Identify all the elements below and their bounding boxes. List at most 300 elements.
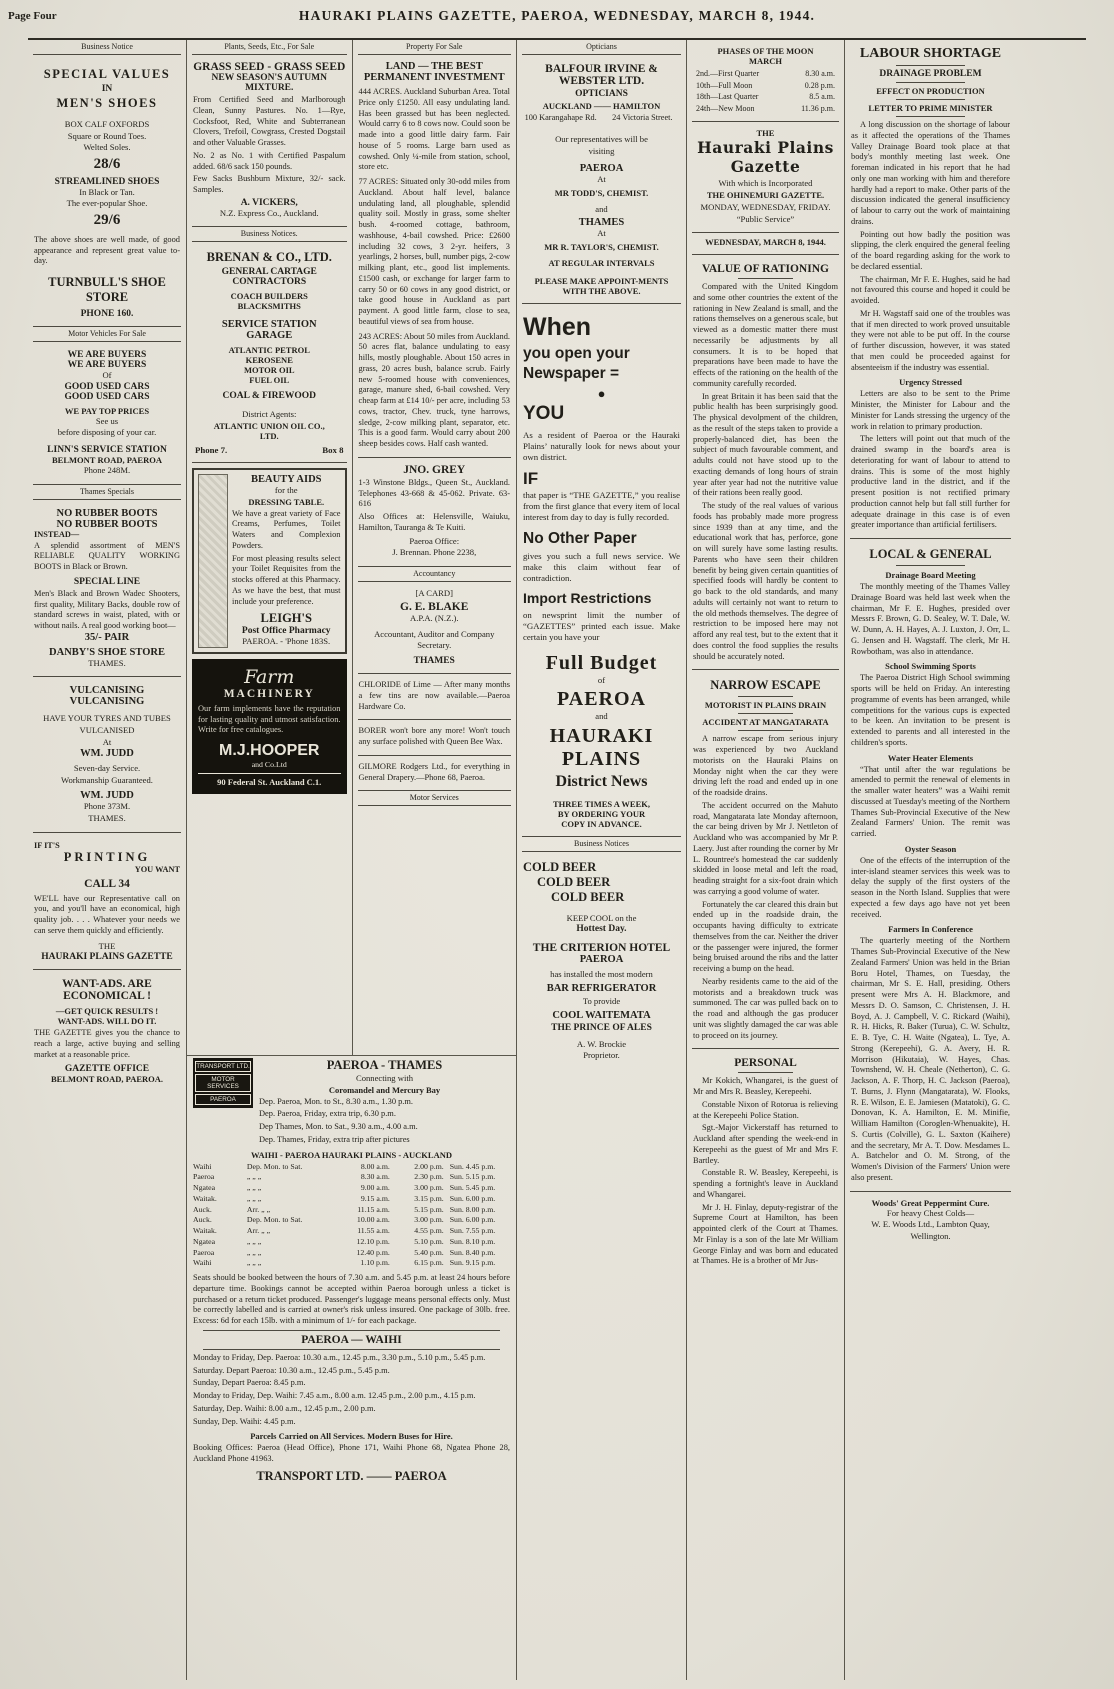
table-cell: Sun. 8.10 p.m. bbox=[449, 1236, 496, 1246]
ad-line: PRINTING bbox=[63, 849, 151, 864]
table-row bbox=[193, 1194, 510, 1205]
column-2 bbox=[187, 40, 352, 1055]
ad-line: WE PAY TOP PRICES bbox=[64, 405, 150, 416]
town: THAMES bbox=[413, 656, 455, 667]
ad-line: YOU WANT bbox=[134, 864, 180, 874]
table-cell: 0.28 p.m. bbox=[804, 80, 835, 90]
company-suffix: and Co.Ltd bbox=[251, 760, 287, 770]
ad-body: For most pleasing results select your Toilet Requisites from the stocks offered at this Pharmacy. As we have the best, that must include your preference. bbox=[232, 553, 341, 606]
ad-line: MR TODD'S, CHEMIST. bbox=[554, 187, 649, 198]
article-labour-shortage bbox=[850, 40, 1011, 539]
table-row bbox=[693, 103, 838, 115]
article-paragraph: Sgt.-Major Vickerstaff has returned to Auckland after spending the week-end in Kerepeehi as the guest of Mr and Mrs F. Bartley. bbox=[693, 1123, 838, 1165]
section-label-property: Property For Sale bbox=[358, 40, 512, 55]
article-personal bbox=[692, 1049, 839, 1274]
phone-box-row bbox=[193, 445, 346, 455]
ad-line: GARAGE bbox=[246, 330, 293, 342]
table-cell: Sun. 5.15 p.m. bbox=[449, 1172, 496, 1182]
table-row bbox=[193, 1248, 510, 1259]
table-cell: „ „ „ bbox=[246, 1183, 262, 1193]
ad-line: COLD BEER bbox=[551, 889, 625, 904]
advertiser-name: A. VICKERS, bbox=[240, 197, 298, 208]
crosshead: Drainage Board Meeting bbox=[885, 570, 976, 580]
dot-ornament: ● bbox=[597, 385, 606, 401]
ad-footer: BY ORDERING YOUR bbox=[557, 808, 646, 819]
table-cell: 10.00 a.m. bbox=[356, 1215, 390, 1225]
store-phone: Phone 248M. bbox=[83, 465, 131, 475]
ad-line: before disposing of your car. bbox=[57, 427, 157, 438]
dateline: WEDNESDAY, MARCH 8, 1944. bbox=[705, 237, 826, 248]
phone: Phone 7. bbox=[195, 444, 228, 455]
page-header bbox=[0, 0, 1114, 34]
headline-rule bbox=[738, 278, 793, 279]
ad-line: MR R. TAYLOR'S, CHEMIST. bbox=[544, 241, 659, 252]
company-address: 90 Federal St. Auckland C.1. bbox=[198, 773, 341, 787]
listing-paragraphs bbox=[359, 87, 511, 450]
ad-line: For heavy Chest Colds— bbox=[886, 1207, 975, 1218]
listing-paragraph: 444 ACRES. Auckland Suburban Area. Total Price only £1250. All easy undulating land. Has been grassed but has been neglected. Would carry 6 to 8 cows now. Could soon be made into a good little dairy farm. Fair house of 5 rooms. Large barn used as cowshed. Only ¼-mile from station, school, store etc. bbox=[358, 87, 510, 172]
column-1 bbox=[28, 40, 186, 1680]
logo-line: PAEROA bbox=[195, 1094, 251, 1105]
table-cell: Sun. 5.45 p.m. bbox=[449, 1183, 496, 1193]
proprietor-title: Proprietor. bbox=[583, 1050, 620, 1061]
classified-text: GILMORE Rodgers Ltd., for everything in General Drapery.—Phone 68, Paeroa. bbox=[358, 761, 510, 782]
masthead-incorporated: With which is Incorporated bbox=[718, 178, 813, 189]
headline: VALUE OF RATIONING bbox=[702, 263, 829, 276]
table-cell: 11.55 a.m. bbox=[357, 1226, 390, 1236]
section-label-accountancy: Accountancy bbox=[358, 567, 512, 582]
ad-line: BOX CALF OXFORDS bbox=[64, 119, 150, 129]
schedule-line: Monday to Friday, Dep. Paeroa: 10.30 a.m., 12.45 p.m., 3.30 p.m., 5.10 p.m., 5.45 p.m. bbox=[193, 1352, 486, 1362]
address-hamilton: 24 Victoria Street. bbox=[612, 113, 673, 122]
headline: LOCAL & GENERAL bbox=[869, 547, 992, 561]
article-body bbox=[851, 120, 1010, 373]
store-name: TURNBULL'S SHOE STORE bbox=[48, 275, 166, 305]
ad-line: Welted Soles. bbox=[83, 142, 131, 153]
table-cell: „ „ „ bbox=[246, 1172, 262, 1182]
address-row bbox=[523, 113, 680, 122]
section-label-business-notices: Business Notices. bbox=[192, 227, 347, 242]
departure-lines bbox=[259, 1097, 510, 1146]
ad-line: WANT-ADS. WILL DO IT. bbox=[57, 1016, 157, 1027]
ad-line: District News bbox=[555, 772, 648, 790]
table-row bbox=[193, 1205, 510, 1216]
agent-address: 1-3 Winstone Bldgs., Queen St., Auckland. Telephones 43-668 & 45-062. Private. 63-616 bbox=[358, 477, 510, 509]
table-cell: 4.55 p.m. bbox=[414, 1226, 444, 1236]
ad-line: To provide bbox=[582, 996, 621, 1006]
listing-paragraph: 243 ACRES: About 50 miles from Auckland. 50 acres flat, balance undulating to easy hills, mostly ploughable. About 150 acres in grass, 20 acres bush, balance scrub. Fairly new 5-roomed house with conveniences, garage, manure shed, 6-bail cowshed. Very cheap farm at £14 10/- per acre, including 53 cows, tractor, Chev. truck, tyne harrows, sledge, 2-cow milking plant, separator, etc. This is a good farm. Would carry about 200 sheep besides cows. Half cash wanted. bbox=[358, 331, 510, 448]
proprietor-name: A. W. Brockie bbox=[576, 1038, 627, 1049]
classified-text: CHLORIDE of Lime — After many months a few tins are now available.—Paeroa Hardware Co. bbox=[358, 680, 510, 711]
article-paragraph: One of the effects of the interruption of the inter-island steamer services this week was to delay the supply of the first oysters of the season in the North Island. Supplies that were expected a few days ago have not yet been received. bbox=[851, 855, 1010, 919]
gazette-printing-ad bbox=[33, 833, 181, 971]
schedule-line: Saturday, Dep. Waihi: 8.00 a.m., 12.45 p.m., 2.00 p.m. bbox=[193, 1403, 376, 1413]
company-name: BALFOUR IRVINE & bbox=[545, 63, 658, 75]
table-cell: Sun. 9.15 p.m. bbox=[449, 1258, 496, 1268]
article-body bbox=[693, 734, 838, 1041]
table-row bbox=[193, 1258, 510, 1269]
ad-paragraph: From Certified Seed and Marlborough Clean, Sunny Pastures. No. 1—Rye, Cocksfoot, Red, White and Subterranean Clovers, Trefoil, Cowgrass, Crested Dogstail and other Valuable Grasses. bbox=[193, 95, 346, 147]
ad-line: COACH BUILDERS bbox=[230, 291, 308, 302]
subheadline: MOTORIST IN PLAINS DRAIN bbox=[704, 700, 827, 711]
columns-2-3-top bbox=[187, 40, 516, 1055]
ad-line: NO RUBBER BOOTS bbox=[56, 518, 158, 530]
table-cell: „ „ „ bbox=[246, 1193, 262, 1203]
ad-line: GOOD USED CARS bbox=[64, 391, 150, 402]
table-cell: 2.30 p.m. bbox=[414, 1172, 444, 1182]
ad-line: WE ARE BUYERS bbox=[67, 360, 147, 371]
ad-title: SPECIAL VALUES bbox=[43, 67, 171, 81]
route-sub2: Coromandel and Mercury Bay bbox=[328, 1084, 441, 1095]
ad-line: KEEP COOL on the bbox=[566, 912, 637, 923]
crosshead: School Swimming Sports bbox=[885, 661, 976, 672]
ad-paragraph: No. 2 as No. 1 with Certified Paspalum added. 68/6 sack 150 pounds. bbox=[193, 150, 346, 171]
ad-line: LTD. bbox=[259, 430, 279, 441]
ad-line: The ever-popular Shoe. bbox=[66, 198, 148, 209]
ad-body: that paper is “THE GAZETTE,” you realise from the first glance that every item of local interest from day to day is fully recorded. bbox=[523, 489, 680, 522]
ad-line: In Black or Tan. bbox=[79, 186, 135, 197]
article-body bbox=[693, 282, 838, 662]
ad-title: BEAUTY AIDS bbox=[250, 473, 322, 485]
section-label-thames-specials: Thames Specials bbox=[33, 485, 181, 500]
ad-line: See us bbox=[95, 415, 119, 426]
ad-line: COOL WAITEMATA bbox=[552, 1009, 651, 1021]
price: 29/6 bbox=[93, 211, 121, 228]
timetable-heading: WAIHI - PAEROA HAURAKI PLAINS - AUCKLAND bbox=[250, 1149, 453, 1160]
dateline-block bbox=[692, 233, 839, 255]
timetable bbox=[193, 1162, 510, 1270]
table-cell: Sun. 4.45 p.m. bbox=[449, 1161, 496, 1171]
schedule-line: Sunday, Dep. Waihi: 4.45 p.m. bbox=[193, 1416, 296, 1426]
article-paragraph: A narrow escape from serious injury was experienced by two Auckland motorists on the Hauraki Plains on Monday night when the car they were driving left the road and ended up in one of the roadside drains. bbox=[693, 734, 838, 798]
schedule-line: Saturday. Depart Paeroa: 10.30 a.m., 12.45 p.m., 5.45 p.m. bbox=[193, 1365, 390, 1375]
table-cell: 12.40 p.m. bbox=[356, 1247, 390, 1257]
table-row bbox=[193, 1215, 510, 1226]
cities-line: AUCKLAND —— HAMILTON bbox=[542, 101, 661, 111]
ad-line: PLAINS bbox=[561, 747, 642, 770]
subheadline: LETTER TO PRIME MINISTER bbox=[868, 103, 993, 113]
ad-line: PAEROA bbox=[557, 688, 646, 711]
ad-line: OPTICIANS bbox=[575, 89, 628, 99]
ad-line: WE ARE BUYERS bbox=[67, 350, 147, 361]
article-paragraph: Mr H. Wagstaff said one of the troubles was that if men directed to work proved unsuitable they were not able to be put off. In the course of further discussion, however, it was stated that men could be proceeded against for absenteeism if the industry was essential. bbox=[851, 308, 1010, 372]
balfour-opticians-ad bbox=[522, 55, 681, 304]
table-cell: 2.00 p.m. bbox=[414, 1161, 444, 1171]
headline-rule bbox=[896, 565, 965, 566]
agent-line: J. Brennan. Phone 2238, bbox=[392, 547, 477, 558]
ad-body: gives you such a full news service. We make this claim without fear of contradiction. bbox=[523, 550, 680, 584]
crosshead: Urgency Stressed bbox=[899, 377, 962, 388]
criterion-hotel-ad bbox=[522, 852, 681, 1069]
hooper-farm-machinery-ad bbox=[192, 659, 347, 794]
ad-line: THAMES bbox=[578, 217, 625, 229]
article-paragraph: The accident occurred on the Mahuto road, Mangatarata late Monday afternoon, the car being driven by Mr J. Nettleton of Auckland who was accompanied by Mr P. Laery. Just after rounding the corner by Mr L. Rountree's homestead the car suddenly skidded in loose metal and left the road, heading straight for a six-foot drain which was carrying a good volume of water. bbox=[693, 800, 838, 896]
table-cell: „ „ „ bbox=[246, 1258, 262, 1268]
table-cell: Auck. bbox=[193, 1204, 212, 1214]
ad-line: THAMES. bbox=[88, 813, 126, 823]
classified-text: BORER won't bore any more! Won't touch any surface polished with Queen Bee Wax. bbox=[358, 726, 510, 747]
ad-line: At bbox=[597, 174, 606, 185]
ad-line: When bbox=[523, 312, 592, 341]
section-label-business-notices-2: Business Notices bbox=[522, 837, 681, 852]
ad-paragraph: Few Sacks Bushburn Mixture, 32/- sack. Samples. bbox=[193, 174, 346, 194]
ad-line: Wellington. bbox=[910, 1230, 951, 1241]
company-name: WEBSTER LTD. bbox=[558, 75, 645, 87]
blake-card bbox=[358, 582, 512, 674]
ad-line: CONTRACTORS bbox=[232, 277, 307, 288]
ad-line: Our representatives will be bbox=[555, 134, 648, 144]
table-cell: Dep. Mon. to Sat. bbox=[246, 1161, 303, 1171]
ad-line: of bbox=[597, 674, 606, 685]
section-label-opticians: Opticians bbox=[522, 40, 681, 55]
table-cell: Paeroa bbox=[193, 1172, 215, 1182]
ad-line: Newspaper = bbox=[523, 364, 620, 382]
box-number: Box 8 bbox=[322, 444, 344, 455]
article-paragraph: The letters will point out that much of the drained swamp in the board's area is deteriorating for want of labour to attend to drains. This is some of the most highly productive land in the district, and if the present position is not rectified primary production cannot help but fall still further for adequate drainage in this case is of even greater importance than artificial fertilisers. bbox=[851, 434, 1010, 530]
ad-line: KEROSENE bbox=[245, 355, 293, 366]
ad-line: GOOD USED CARS bbox=[64, 381, 150, 392]
card-label: [A CARD] bbox=[415, 587, 453, 598]
company-name: M.J.HOOPER bbox=[219, 742, 320, 760]
table-row bbox=[193, 1237, 510, 1248]
ad-line: COAL & FIREWOOD bbox=[222, 391, 316, 402]
ad-body: on newsprint limit the number of “GAZETTES” printed each issue. Make certain you have your bbox=[523, 609, 680, 643]
company-name: BRENAN & CO., LTD. bbox=[206, 250, 332, 265]
ad-line: COLD BEER bbox=[523, 859, 597, 874]
article-paragraph: Compared with the United Kingdom and some other countries the extent of the rationing in New Zealand is small, and the rations themselves on a generous scale, but viewed as a domestic matter there must necessarily be adjustments by all consumers. It is to be hoped that preparations have been made to have the effects of the rationing on the health of the community carefully recorded. bbox=[693, 282, 838, 388]
article-paragraph: “That until after the war regulations be amended to permit the renewal of elements in the smaller water heaters” was a Waihi remit discussed at Tuesday's meeting of the Northern Thames Sub-Provincial Executive of the New Zealand Farmers' Union. The remit was carried. bbox=[851, 764, 1010, 838]
classified-borer bbox=[358, 720, 512, 756]
table-cell: Waihi bbox=[193, 1258, 212, 1268]
editorial-rationing bbox=[692, 255, 839, 670]
table-cell: 18th—Last Quarter bbox=[696, 92, 759, 102]
table-cell: Arr. „ „ bbox=[246, 1204, 271, 1214]
ad-line: Hottest Day. bbox=[576, 924, 627, 935]
headline-rule bbox=[896, 99, 965, 100]
price: 35/- PAIR bbox=[84, 631, 130, 643]
ad-line: ATLANTIC UNION OIL CO., bbox=[213, 420, 325, 431]
ad-line: PAEROA bbox=[579, 163, 624, 175]
article-paragraph: A long discussion on the shortage of labour as it affected the operations of the Thames Valley Drainage Board took place at that body's monthly meeting last week. One foreman indicated in his report that he had only one man working with him and therefore hardly had a report to make. Other parts of the discussion indicated the general insufficiency of labour to carry out the work of maintaining drains. bbox=[851, 120, 1010, 226]
appointments-line: PLEASE MAKE APPOINT-MENTS WITH THE ABOVE. bbox=[534, 275, 669, 296]
agent-line: Paeroa Office: bbox=[409, 535, 460, 546]
table-cell: 24th—New Moon bbox=[696, 103, 755, 113]
ad-line: IF IT'S bbox=[34, 840, 60, 850]
departure-line: Dep. Paeroa, Friday, extra trip, 6.30 p.m. bbox=[259, 1109, 396, 1119]
ad-body: The above shoes are well made, of good appearance and represent great value to-day. bbox=[34, 234, 180, 266]
table-cell: Waitak. bbox=[193, 1226, 217, 1236]
headline-rule bbox=[738, 696, 793, 697]
ad-line: IF bbox=[523, 468, 539, 488]
transport-footer: TRANSPORT LTD. —— PAEROA bbox=[256, 1468, 447, 1483]
table-cell: 8.30 a.m. bbox=[805, 69, 835, 78]
store-name: DANBY'S SHOE STORE bbox=[49, 646, 165, 658]
ad-title: MACHINERY bbox=[223, 687, 315, 700]
article-paragraph: Mr Kokich, Whangarei, is the guest of Mr and Mrs R. Beasley, Kerepeehi. bbox=[693, 1076, 838, 1097]
ad-footer: COPY IN ADVANCE. bbox=[561, 818, 642, 829]
booking-terms: Seats should be booked between the hours of 7.30 a.m. and 5.45 p.m. at least 24 hours before departure time. Bookings cannot be accepted within Paeroa borough unless a ticket is purchased or a return ticket produced. Passenger's luggage means personal effects only. Must be correctly labelled and is carried at owner's risk unless insured. One package of 30lb. free. Excess: 6d for each 15lb. with a minimum of 1/- for each package. bbox=[193, 1273, 510, 1326]
table-cell: 9.15 a.m. bbox=[360, 1193, 390, 1203]
agent-name: JNO. GREY bbox=[403, 463, 466, 476]
ad-title: IN bbox=[101, 84, 113, 94]
store-phone: PAEROA. - 'Phone 183S. bbox=[242, 636, 331, 647]
table-cell: 8.30 a.m. bbox=[360, 1172, 390, 1182]
article-paragraph: Nearby residents came to the aid of the motorists and a breakdown truck was summoned. The car was pulled back on to the road and although the gas producer unit was slightly damaged the car was able to proceed on its journey. bbox=[693, 976, 838, 1040]
parcels-line: Parcels Carried on All Services. Modern Buses for Hire. bbox=[250, 1431, 453, 1442]
ad-line: Workmanship Guaranteed. bbox=[61, 774, 153, 785]
agent-card bbox=[358, 458, 512, 567]
table-cell: 12.10 p.m. bbox=[356, 1236, 390, 1246]
logo-line: MOTOR SERVICES bbox=[195, 1074, 251, 1092]
table-cell: Sun. 7.55 p.m. bbox=[449, 1226, 496, 1236]
store-name: LEIGH'S bbox=[260, 611, 312, 626]
gazette-house-ad bbox=[522, 304, 681, 837]
turnbulls-shoes-ad bbox=[33, 55, 181, 327]
ad-line: Square or Round Toes. bbox=[67, 130, 147, 141]
ad-line: and bbox=[595, 203, 608, 214]
moon-title: PHASES OF THE MOON bbox=[717, 46, 814, 56]
store-phone: PHONE 160. bbox=[80, 309, 134, 320]
booking-offices: Booking Offices: Paeroa (Head Office), Phone 171, Waihi Phone 68, Ngatea Phone 28, Auckland Phone 41963. bbox=[193, 1443, 510, 1464]
ad-line: Of bbox=[102, 370, 112, 381]
article-body bbox=[693, 1076, 838, 1267]
table-cell: Dep. Mon. to Sat. bbox=[246, 1215, 303, 1225]
ad-footer: THREE TIMES A WEEK, bbox=[553, 798, 650, 809]
ad-line: ATLANTIC PETROL bbox=[228, 345, 310, 356]
article-paragraph: The Paeroa District High School swimming sports will be held on Friday. An interesting programme of events has been arranged, while competitions for the various cups is expected to be keen. An invitation to be present is extended to parents and all interested in the children's sports. bbox=[851, 673, 1010, 747]
table-row bbox=[693, 68, 838, 80]
table-row bbox=[693, 80, 838, 92]
table-cell: 10th—Full Moon bbox=[696, 80, 753, 90]
table-cell: Ngatea bbox=[193, 1183, 216, 1193]
leighs-ad-text bbox=[232, 474, 341, 648]
headline: LABOUR SHORTAGE bbox=[859, 46, 1002, 61]
table-cell: Waihi bbox=[193, 1161, 212, 1171]
crosshead: Farmers In Conference bbox=[888, 924, 973, 935]
table-cell: Waitak. bbox=[193, 1193, 217, 1203]
judd-vulcanising-ad bbox=[33, 677, 181, 832]
ad-line: Seven-day Service. bbox=[73, 763, 141, 774]
description: Accountant, Auditor and Company Secretary. bbox=[374, 628, 495, 651]
price: 28/6 bbox=[93, 155, 121, 172]
table-cell: Sun. 6.00 p.m. bbox=[449, 1193, 496, 1203]
transport-logo bbox=[193, 1058, 253, 1108]
ad-line: VULCANISING bbox=[69, 696, 145, 708]
schedule-line: Monday to Friday, Dep. Waihi: 7.45 a.m., 8.00 a.m. 12.45 p.m., 2.00 p.m., 4.15 p.m. bbox=[193, 1391, 476, 1401]
transport-head-text bbox=[259, 1058, 510, 1146]
article-paragraph: Constable Nixon of Rotorua is relieving at the Kerepeehi Police Station. bbox=[693, 1099, 838, 1120]
want-ads-ad bbox=[33, 970, 181, 1091]
ad-line: WM. JUDD bbox=[80, 790, 134, 802]
column-6 bbox=[844, 40, 1016, 1680]
article-narrow-escape bbox=[692, 670, 839, 1049]
ad-line: Woods' Great Peppermint Cure. bbox=[871, 1197, 990, 1208]
hotel-town: PAEROA bbox=[579, 954, 624, 966]
crosshead: Oyster Season bbox=[904, 843, 957, 854]
table-cell: 3.00 p.m. bbox=[414, 1183, 444, 1193]
table-cell: 8.5 a.m. bbox=[809, 92, 835, 102]
classified-gilmore bbox=[358, 756, 512, 792]
article-paragraph: The study of the real values of various foods has probably made more progress since 1939 than at any time, and the educational work that has, perforce, gone on will surely have some lasting results. Parents who have seen their children benefit by being given certain quantities of specified foods will hardly be content to go back to the old standards, and many adults will certainly not want to return to the old methods themselves. The degree of restriction to be imposed here may not afford any real test, but to the extent that it does control the food supplies the results should be accurately noted. bbox=[693, 501, 838, 661]
listing-title: LAND — THE BEST PERMANENT INVESTMENT bbox=[363, 61, 505, 83]
divider-rule bbox=[203, 1349, 500, 1350]
masthead-days: MONDAY, WEDNESDAY, FRIDAY. bbox=[700, 201, 831, 212]
subheadline: DRAINAGE PROBLEM bbox=[879, 69, 982, 79]
ad-line: At bbox=[597, 228, 606, 239]
column-4 bbox=[516, 40, 686, 1680]
article-paragraph: Pointing out how badly the position was slipping, the clerk enquired the general feeling of the board regarding asking for the work to be declared essential. bbox=[851, 229, 1010, 271]
article-paragraph: The chairman, Mr F. E. Hughes, said he had not favoured this course and hoped it could be avoided. bbox=[851, 274, 1010, 305]
ad-line: GENERAL CARTAGE bbox=[221, 267, 317, 278]
danbys-boots-ad bbox=[33, 500, 181, 678]
ad-line: YOU bbox=[523, 402, 565, 424]
ad-line: Full Budget bbox=[545, 651, 658, 674]
article-paragraph: Mr J. H. Finlay, deputy-registrar of the Supreme Court at Hamilton, has been appointed clerk of the Court at Thames. Mr Finlay is a son of the late Mr William George Finlay and was born and educated at Thames. He is a brother of Mr Jus- bbox=[693, 1202, 838, 1266]
headline-rule bbox=[896, 116, 965, 117]
agent-offices: Also Offices at: Helensville, Waiuku, Hamilton, Tauranga & Te Kuiti. bbox=[358, 512, 510, 532]
listing-paragraph: 77 ACRES: Situated only 30-odd miles from Auckland. About half level, balance undulating land, all ploughable, splendid quality soil. Mostly in grass, some shelter bush. 4-roomed cottage, bathroom, washhouse, 4-bail cowshed. Price: £2600 including 32 cows, 3 2-yr. heifers, 3 yearlings, 2 horses, bull, number pigs, 2-cow milking plant, etc., good list implements. £1500 cash, or exchange for larger farm to carry 50 or 60 cows in any good district, or take good house in Auckland as part payment. A good little farm, close to sea, beautiful views of sea from house. bbox=[358, 177, 510, 326]
article-paragraph: Letters are also to be sent to the Prime Minister, the Minister for Labour and the Minister for Lands stressing the urgency of the work in relation to primary production. bbox=[851, 389, 1010, 431]
ad-line: INSTEAD— bbox=[34, 529, 80, 539]
columns bbox=[28, 40, 1016, 1680]
ad-title: MEN'S SHOES bbox=[56, 96, 158, 110]
transport-head bbox=[193, 1058, 510, 1146]
moon-table bbox=[693, 68, 838, 114]
logo-line: TRANSPORT LTD. bbox=[196, 1063, 250, 1070]
ad-body: As a resident of Paeroa or the Hauraki Plains’ naturally look for news about your own district. bbox=[523, 429, 680, 463]
ad-body: WE'LL have our Representative call on you, and you'll have an economical, high quality job. . . . Whatever your needs we can serve them quickly and efficiently. bbox=[34, 893, 180, 935]
ad-line: Phone 373M. bbox=[83, 801, 131, 812]
qualification: A.P.A. (N.Z.). bbox=[410, 613, 459, 624]
column-5 bbox=[686, 40, 844, 1680]
ad-line: At bbox=[102, 736, 112, 747]
store-subname: Post Office Pharmacy bbox=[241, 626, 331, 637]
ad-line: NO RUBBER BOOTS bbox=[56, 507, 158, 519]
departure-line: Dep. Thames, Friday, extra trip after pictures bbox=[259, 1134, 410, 1144]
table-cell: 8.00 a.m. bbox=[360, 1161, 390, 1171]
table-row bbox=[193, 1226, 510, 1237]
masthead-ohinemuri: THE OHINEMURI GAZETTE. bbox=[706, 189, 825, 200]
ad-line: CALL 34 bbox=[84, 877, 130, 890]
ad-line: GAZETTE OFFICE bbox=[64, 1064, 150, 1075]
brenan-ad bbox=[192, 242, 347, 463]
section-label-motor-vehicles: Motor Vehicles For Sale bbox=[33, 327, 181, 342]
table-cell: Arr. „ „ bbox=[246, 1226, 271, 1236]
table-row bbox=[193, 1162, 510, 1173]
paeroa-waihi-heading: PAEROA — WAIHI bbox=[301, 1333, 402, 1346]
ad-line: SERVICE STATION bbox=[221, 319, 317, 331]
ad-line: No Other Paper bbox=[523, 530, 637, 548]
article-paragraph: The quarterly meeting of the Northern Thames Sub-Provincial Executive of the New Zealand Farmers' Union was held in the Brian Boru Hotel, Thames, on Tuesday, the chairman, Mr S. E. Hall, presiding. Others present were Mrs A. H. Blackmore, and Messrs D. O. Samson, C. Christensen, J. H. Boyd, A. J. Campbell, V. C. Rickard (Waihi), R. H. Hicks, R. Baker (Turua), C. W. Schultz, E. B. Tye, C. H. Waite (Ngatea), L. Tye, A. Strong (Kerepeehi), G. A. Avery, H. R. Morrison (Hikutaia), W. Hayes, Chas. Townshend, W. H. Cheale (Netherton), C. G. Jackson, A. F. Thorp, H. C. Jackson (Paeroa), T. Burns, J. Flynn (Mangatarata), W. Flooks, R. E. Wilson, E. E. Jamiesen (Matatoki), G. C. Donovan, K. A. Hamilton, E. M. Minifie, William Hamilton (Coroglen-Whenuakite), H. S. Curtis (Colville), G. L. Saxton (Kaihere) and the secretary, Mr A. T. Dow. Mesdames L. A. Batchelor and O. M. Strong, of the Women's Division of the Farmers' Union were also present. bbox=[851, 936, 1010, 1182]
columns-2-3 bbox=[186, 40, 516, 1680]
table-row bbox=[193, 1183, 510, 1194]
ad-line: ECONOMICAL ! bbox=[63, 990, 151, 1003]
ad-line: BELMONT ROAD, PAEROA. bbox=[50, 1074, 164, 1085]
ad-subtitle: MIXTURE. bbox=[245, 83, 294, 93]
ad-line: HAURAKI PLAINS GAZETTE bbox=[41, 952, 173, 963]
paeroa-waihi-schedule bbox=[193, 1353, 510, 1428]
ad-line: District Agents: bbox=[242, 409, 297, 420]
headline-rule bbox=[738, 713, 793, 714]
article-body bbox=[851, 389, 1010, 531]
article-paragraph: Fortunately the car cleared this drain but ended up in the roadside drain, the occupants having difficulty to extricate themselves from the car. Neither the driver or the passenger were injured, the former being bruised around the ribs and the latter receiving a bump on the head. bbox=[693, 899, 838, 974]
table-cell: 5.40 p.m. bbox=[414, 1247, 444, 1257]
table-row bbox=[693, 91, 838, 103]
advertiser-address: N.Z. Express Co., Auckland. bbox=[219, 207, 319, 218]
store-town: THAMES. bbox=[88, 657, 126, 668]
dressing-table-illustration bbox=[198, 474, 228, 648]
store-name: LINN'S SERVICE STATION bbox=[47, 445, 167, 455]
